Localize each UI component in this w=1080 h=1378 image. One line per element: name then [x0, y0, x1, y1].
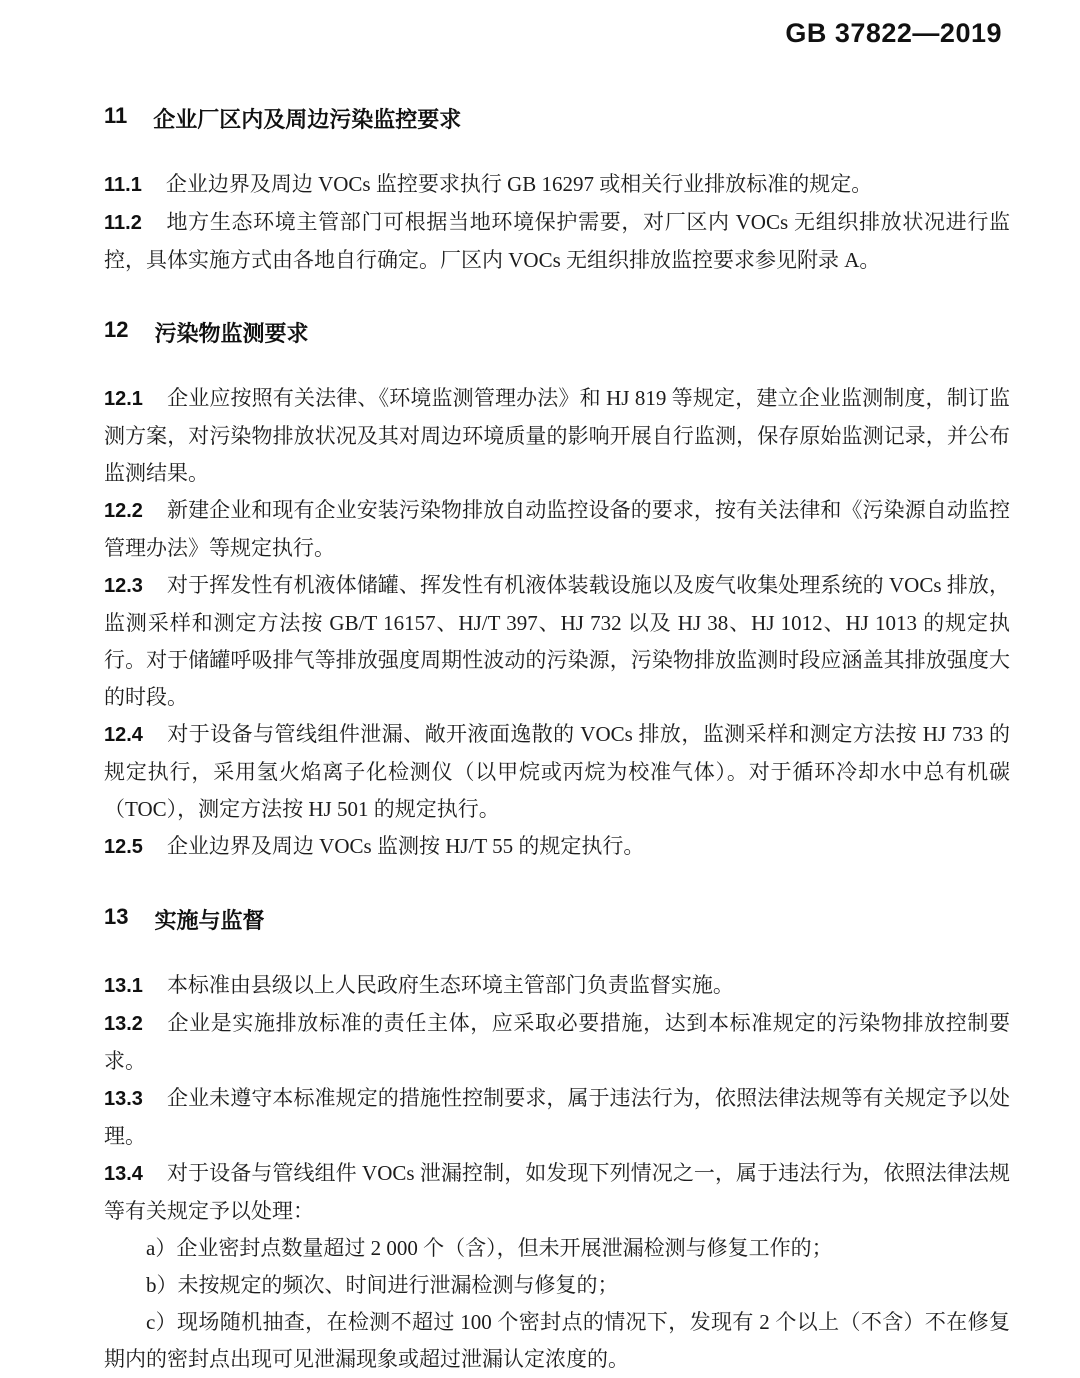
clause-13.2	[104, 1005, 1010, 1080]
section-number: 11	[104, 103, 128, 128]
clause-number: 12.4	[104, 724, 143, 746]
document-body	[104, 103, 1010, 1378]
section-number: 12	[104, 317, 129, 342]
clause-12.2	[104, 492, 1010, 567]
section-13	[104, 904, 1010, 1378]
clause-number: 11.1	[104, 174, 142, 196]
clause-text: 对于设备与管线组件 VOCs 泄漏控制，如发现下列情况之一，属于违法行为，依照法律法规等有关规定予以处理：	[104, 1161, 1010, 1223]
clause-12.5	[104, 828, 1010, 866]
clause-text: 企业应按照有关法律、《环境监测管理办法》和 HJ 819 等规定，建立企业监测制度，制订监测方案，对污染物排放状况及其对周边环境质量的影响开展自行监测，保存原始监测记录，并公布监测结果。	[104, 386, 1010, 485]
clause-text: 企业未遵守本标准规定的措施性控制要求，属于违法行为，依照法律法规等有关规定予以处理。	[104, 1086, 1010, 1148]
clause-number: 11.2	[104, 212, 142, 234]
clause-text: 企业是实施排放标准的责任主体，应采取必要措施，达到本标准规定的污染物排放控制要求。	[104, 1011, 1010, 1073]
section-11	[104, 103, 1010, 279]
section-heading	[104, 317, 1010, 348]
clause-list-item: c）现场随机抽查，在检测不超过 100 个密封点的情况下，发现有 2 个以上（不含）不在修复期内的密封点出现可见泄漏现象或超过泄漏认定浓度的。	[104, 1310, 1010, 1371]
section-heading	[104, 904, 1010, 935]
clause-12.4	[104, 716, 1010, 828]
section-title: 污染物监测要求	[154, 321, 309, 346]
clause-number: 13.4	[104, 1163, 143, 1185]
clause-12.1	[104, 380, 1010, 492]
clause-11.1	[104, 166, 1010, 204]
clause-13.1	[104, 967, 1010, 1005]
clause-list-item: b）未按规定的频次、时间进行泄漏检测与修复的；	[146, 1273, 619, 1297]
clause-text: 企业边界及周边 VOCs 监控要求执行 GB 16297 或相关行业排放标准的规定。	[165, 172, 873, 196]
clause-list-item: a）企业密封点数量超过 2 000 个（含），但未开展泄漏检测与修复工作的；	[146, 1236, 833, 1260]
clause-13.4	[104, 1155, 1010, 1230]
clause-number: 12.5	[104, 836, 143, 858]
clause-number: 12.3	[104, 575, 143, 597]
clause-text: 地方生态环境主管部门可根据当地环境保护需要，对厂区内 VOCs 无组织排放状况进行监控，具体实施方式由各地自行确定。厂区内 VOCs 无组织排放监控要求参见附录 A。	[104, 210, 1010, 272]
clause-text: 对于挥发性有机液体储罐、挥发性有机液体装载设施以及废气收集处理系统的 VOCs 排放，监测采样和测定方法按 GB/T 16157、HJ/T 397、HJ 732 以及 HJ 38、HJ 1012、HJ 1013 的规定执行。对于储罐呼吸排气等排放强度周期性波动的污染源，污染物排放监测时段应涵盖其排放强度大的时段。	[104, 573, 1010, 709]
clause-number: 13.1	[104, 975, 143, 997]
section-12	[104, 317, 1010, 866]
section-title: 实施与监督	[154, 908, 265, 933]
section-number: 13	[104, 904, 129, 929]
clause-13.3	[104, 1080, 1010, 1155]
clause-text: 新建企业和现有企业安装污染物排放自动监控设备的要求，按有关法律和《污染源自动监控管理办法》等规定执行。	[104, 498, 1010, 560]
section-heading	[104, 103, 1010, 134]
clause-number: 13.2	[104, 1013, 143, 1035]
section-title: 企业厂区内及周边污染监控要求	[153, 107, 462, 132]
standard-number-header: GB 37822—2019	[785, 18, 1002, 48]
clause-text: 对于设备与管线组件泄漏、敞开液面逸散的 VOCs 排放，监测采样和测定方法按 HJ 733 的规定执行，采用氢火焰离子化检测仪（以甲烷或丙烷为校准气体）。对于循环冷却水中总有机碳（TOC），测定方法按 HJ 501 的规定执行。	[104, 722, 1010, 821]
clause-text: 企业边界及周边 VOCs 监测按 HJ/T 55 的规定执行。	[166, 834, 645, 858]
clause-number: 12.2	[104, 500, 143, 522]
clause-12.3	[104, 567, 1010, 716]
clause-number: 12.1	[104, 388, 143, 410]
clause-number: 13.3	[104, 1088, 143, 1110]
clause-text: 本标准由县级以上人民政府生态环境主管部门负责监督实施。	[166, 973, 734, 997]
clause-11.2	[104, 204, 1010, 279]
